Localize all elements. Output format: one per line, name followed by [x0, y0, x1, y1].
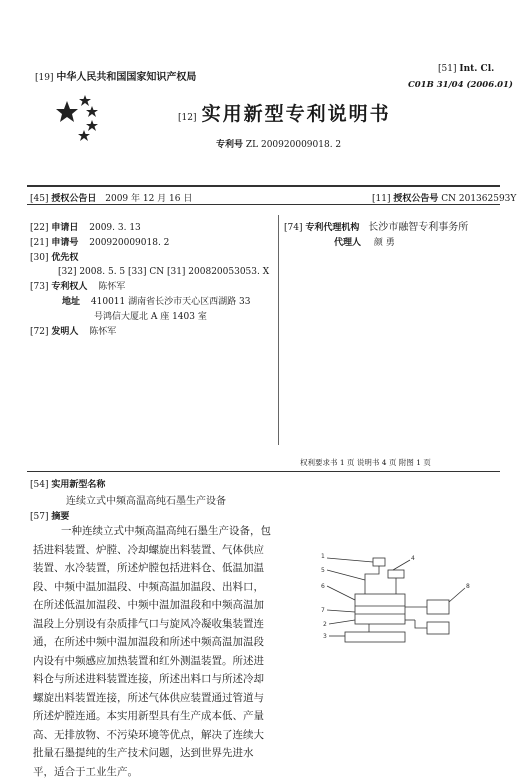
- biblio-rule: [27, 471, 500, 472]
- inventor-name: 陈怀军: [89, 327, 116, 337]
- priority-code: [30]: [30, 253, 48, 263]
- abstract-drawing: [315, 550, 495, 655]
- inventor-label: 发明人: [51, 327, 78, 337]
- abstract-label: 摘要: [51, 512, 69, 522]
- abstract-line: 内设有中频感应加热装置和红外测温装置。所述进: [33, 652, 264, 671]
- address-label: 地址: [62, 297, 80, 307]
- int-cl-value: C01B 31/04 (2006.01): [408, 80, 513, 90]
- int-cl-label: Int. Cl.: [459, 64, 494, 74]
- figure-label: 6: [321, 583, 325, 590]
- grant-date-code: [45]: [30, 194, 48, 204]
- address-line-1: 410011 湖南省长沙市天心区西湖路 33: [91, 297, 251, 307]
- abstract-line: 高、无排放物、不污染环境等优点，解决了连续大: [33, 726, 264, 745]
- header-rule: [27, 185, 500, 187]
- page-info: 权利要求书 1 页 说明书 4 页 附图 1 页: [300, 457, 431, 468]
- figure-label: 2: [323, 621, 327, 628]
- app-no-code: [21]: [30, 238, 48, 248]
- app-no-label: 申请号: [51, 238, 78, 248]
- abstract-line: 批量石墨提纯的生产技术问题，达到世界先进水: [33, 744, 254, 763]
- figure-label: 1: [321, 553, 325, 560]
- agent-name: 颜 勇: [374, 238, 395, 248]
- agency-label: 专利代理机构: [305, 223, 359, 233]
- abstract-line: 平，适合于工业生产。: [33, 763, 138, 781]
- abstract-line: 括进料装置、炉膛、冷却螺旋出料装置、气体供应: [33, 541, 264, 560]
- figure-label: 5: [321, 567, 325, 574]
- type-code: [12]: [178, 113, 196, 123]
- org-code: [19]: [35, 73, 53, 83]
- title-label: 实用新型名称: [51, 480, 105, 490]
- org-name: 中华人民共和国国家知识产权局: [56, 72, 196, 83]
- right-box-upper: [427, 600, 449, 614]
- patent-number-label: 专利号: [216, 140, 243, 150]
- address-line-2: 号鸿信大厦北 A 座 1403 室: [94, 312, 207, 322]
- app-number: 200920009018. 2: [89, 238, 169, 248]
- abstract-line: 一种连续立式中频高温高纯石墨生产设备，包: [61, 522, 271, 541]
- owner-name: 陈怀军: [98, 282, 125, 292]
- figure-label: 4: [411, 555, 415, 562]
- int-cl-code: [51]: [438, 64, 456, 74]
- priority-label: 优先权: [51, 253, 78, 263]
- figure-label: 3: [323, 633, 327, 640]
- inventor-code: [72]: [30, 327, 48, 337]
- app-date-label: 申请日: [51, 223, 78, 233]
- abstract-line: 装置、水冷装置，所述炉膛包括进料仓、低温加温: [33, 559, 264, 578]
- emblem-stars-icon: [55, 93, 110, 143]
- abstract-line: 螺旋出料装置连接，所述气体供应装置通过管道与: [33, 689, 264, 708]
- grant-date-label: 授权公告日: [51, 194, 96, 204]
- feed-hopper: [373, 558, 385, 566]
- abstract-line: 通，在所述中频中温加温段和所述中频高温加温段: [33, 633, 264, 652]
- abstract-line: 所述炉膛连通。本实用新型具有生产成本低、产量: [33, 707, 264, 726]
- owner-code: [73]: [30, 282, 48, 292]
- abstract-line: 在所述低温加温段、中频中温加温段和中频高温加: [33, 596, 264, 615]
- owner-label: 专利权人: [51, 282, 87, 292]
- abstract-line: 段、中频中温加温段、中频高温加温段、出料口，: [33, 578, 264, 597]
- app-date: 2009. 3. 13: [89, 223, 141, 233]
- agent-label: 代理人: [334, 238, 361, 248]
- figure-label: 8: [466, 583, 470, 590]
- patent-number: ZL 200920009018. 2: [246, 140, 341, 150]
- furnace-body: [355, 594, 405, 624]
- pub-no-label: 授权公告号: [393, 194, 438, 204]
- agency-code: [74]: [284, 223, 302, 233]
- column-divider: [278, 215, 279, 445]
- title-code: [54]: [30, 480, 48, 490]
- pub-no-code: [11]: [372, 194, 390, 204]
- abstract-code: [57]: [30, 512, 48, 522]
- figure-label: 7: [321, 607, 325, 614]
- abstract-line: 料仓与所述进料装置连接，所述出料口与所述冷却: [33, 670, 264, 689]
- app-date-code: [22]: [30, 223, 48, 233]
- abstract-line: 温段上分别设有杂质排气口与旋风冷凝收集装置连: [33, 615, 264, 634]
- bottom-conveyor: [345, 632, 405, 642]
- priority-detail: [32] 2008. 5. 5 [33] CN [31] 200820053053. X: [58, 267, 269, 277]
- document-type-title: 实用新型专利说明书: [202, 103, 391, 125]
- grant-rule: [27, 204, 500, 205]
- grant-date: 2009 年 12 月 16 日: [105, 194, 192, 204]
- utility-model-title: 连续立式中频高温高纯石墨生产设备: [66, 492, 226, 507]
- right-box-lower: [427, 622, 449, 634]
- top-box: [388, 570, 404, 578]
- agency-name: 长沙市融智专利事务所: [368, 222, 468, 233]
- pub-number: CN 201362593Y: [441, 194, 516, 204]
